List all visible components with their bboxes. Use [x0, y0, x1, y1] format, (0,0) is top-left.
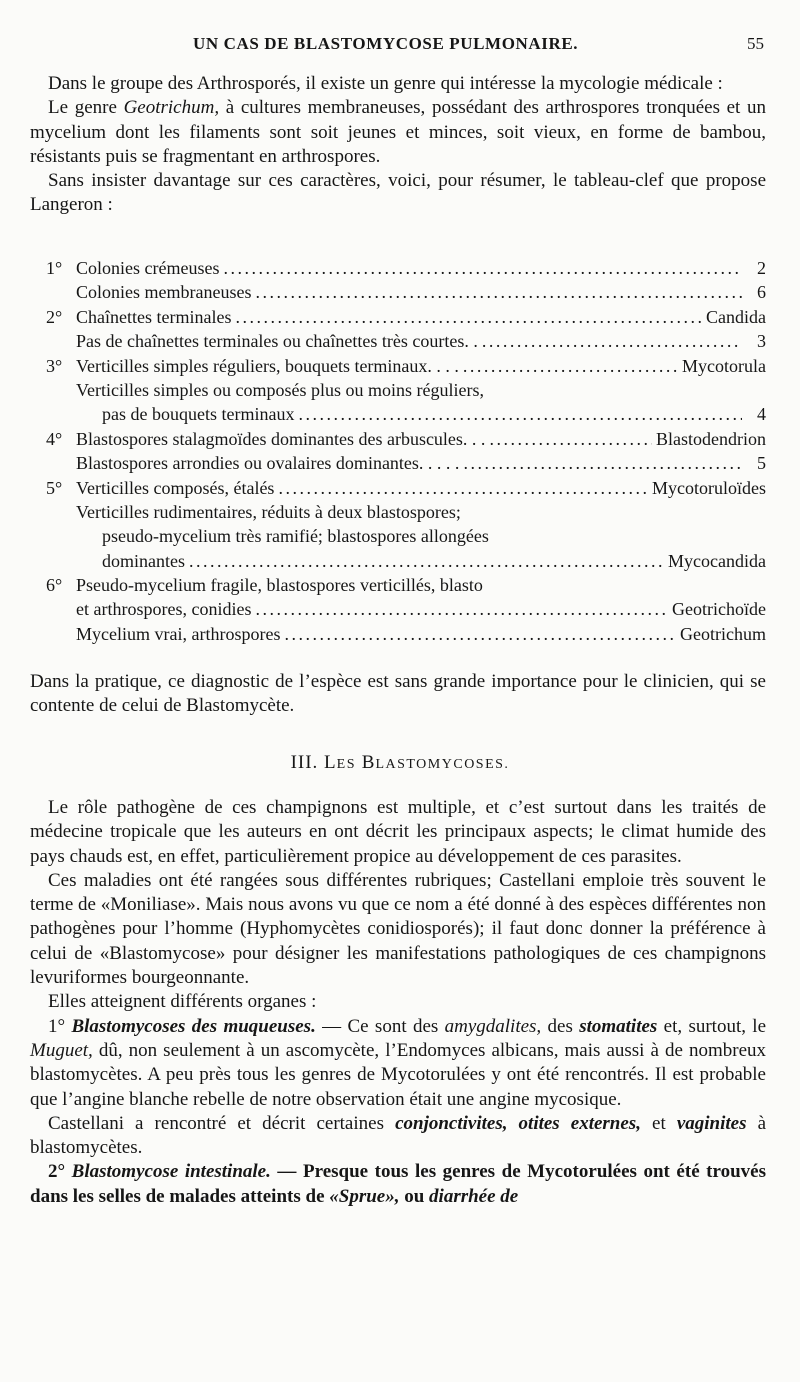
running-head	[0, 34, 800, 58]
body-paragraph-2: Ces maladies ont été rangées sous différentes rubriques; Castellani emploie très souvent le terme de «Moniliase». Mais nous avons vu que ce nom a été donné à des espèces différentes non pathogènes pour l’homme (Hyphomycètes conidiosporés); il faut donc donner la préférence à celui de «Blastomycose» pour désigner les manifestations pathologiques de ces champignons levuriformes bourgeonnante.	[30, 869, 766, 989]
term-conjonctivites: conjonctivites, otites externes,	[395, 1112, 641, 1134]
key-row-text: Blastospores arrondies ou ovalaires dominantes. . . . .	[76, 453, 460, 474]
key-row	[46, 305, 766, 329]
leader-dots	[463, 451, 742, 475]
key-row	[46, 427, 766, 451]
intro-p2-start: Le genre	[48, 97, 124, 119]
text-run: à blastomycètes.	[30, 1112, 767, 1159]
key-row	[46, 476, 766, 500]
key-row-result: 4	[757, 404, 766, 425]
key-row-result: Geotrichum	[680, 623, 766, 644]
key-conclusion-block	[30, 670, 766, 719]
key-row	[46, 500, 766, 524]
body-paragraph-6	[30, 1160, 766, 1209]
section-title-initial-1: L	[324, 752, 337, 773]
key-row-result: Blastodendrion	[656, 428, 766, 449]
intro-paragraph-2	[30, 96, 766, 169]
key-row	[46, 597, 766, 621]
section-heading	[0, 752, 800, 774]
key-row-text: et arthrospores, conidies	[76, 599, 252, 620]
section-title-rest-1: ES	[336, 757, 356, 772]
key-row-result: Geotrichoïde	[672, 599, 766, 620]
leader-dots	[278, 476, 648, 500]
leader-dots	[489, 427, 652, 451]
key-row-result: 3	[757, 331, 766, 352]
text-run: ou	[399, 1185, 430, 1207]
item-number-2: 2°	[48, 1161, 66, 1183]
key-conclusion: Dans la pratique, ce diagnostic de l’espèce est sans grande importance pour le clinicien, qui se contente de celui de Blastomycète.	[30, 671, 766, 717]
key-row-result: Mycocandida	[668, 550, 766, 571]
key-row-text: Pas de chaînettes terminales ou chaînettes très courtes. .	[76, 331, 478, 352]
key-row-text: dominantes	[102, 550, 185, 571]
leader-dots	[298, 402, 742, 426]
leader-dots	[255, 597, 668, 621]
key-row	[46, 256, 766, 280]
key-row-number: 2°	[46, 306, 63, 327]
key-row-number: 3°	[46, 355, 63, 376]
intro-paragraph-1: Dans le groupe des Arthrosporés, il existe un genre qui intéresse la mycologie médicale :	[48, 73, 723, 94]
identification-key	[46, 256, 766, 646]
key-row-result: Mycotorula	[682, 355, 766, 376]
key-row-text: Verticilles rudimentaires, réduits à deux blastospores;	[76, 501, 461, 522]
key-row	[46, 280, 766, 304]
section-title-initial-2: B	[361, 752, 376, 773]
key-row-text: Verticilles simples ou composés plus ou moins réguliers,	[76, 379, 484, 400]
key-row	[46, 354, 766, 378]
running-title: UN CAS DE BLASTOMYCOSE PULMONAIRE.	[193, 34, 579, 53]
leader-dots	[463, 354, 678, 378]
section-numeral: III.	[290, 752, 319, 773]
text-run: des	[541, 1015, 580, 1037]
key-row-text: Verticilles composés, étalés	[76, 477, 275, 498]
key-row-result: 2	[757, 258, 766, 278]
key-row-number: 6°	[46, 575, 63, 596]
section-title-rest-2: LASTOMYCOSES.	[375, 757, 510, 772]
key-row	[46, 549, 766, 573]
term-amygdalites: amygdalites,	[444, 1015, 542, 1037]
leader-dots	[189, 549, 664, 573]
text-run: et, surtout, le	[657, 1015, 767, 1037]
key-row-text: Mycelium vrai, arthrospores	[76, 623, 281, 644]
term-muguet: Muguet,	[30, 1039, 93, 1061]
text-run: Castellani a rencontré et décrit certaines	[48, 1112, 396, 1134]
leader-dots	[235, 305, 702, 329]
key-row	[46, 573, 766, 597]
genus-geotrichum: Geotrichum,	[123, 97, 220, 119]
body-paragraph-5	[30, 1112, 766, 1161]
key-row-number: 4°	[46, 428, 63, 449]
key-row-result: 5	[757, 453, 766, 474]
key-row-text: Pseudo-mycelium fragile, blastospores verticillés, blasto	[76, 575, 483, 596]
term-sprue: «Sprue»,	[329, 1185, 400, 1207]
term-diarrhee: diarrhée de	[429, 1185, 519, 1207]
intro-text	[30, 72, 766, 218]
term-vaginites: vaginites	[676, 1112, 747, 1134]
key-row	[46, 451, 766, 475]
key-row	[46, 329, 766, 353]
key-row-result: Candida	[706, 306, 766, 327]
item-heading-intestinale: Blastomycose intestinale.	[71, 1161, 271, 1183]
key-row	[46, 524, 766, 548]
key-row-number: 5°	[46, 477, 63, 498]
intro-paragraph-3: Sans insister davantage sur ces caractères, voici, pour résumer, le tableau-clef que propose Langeron :	[30, 170, 766, 216]
text-run: — Ce sont des	[315, 1015, 445, 1037]
item-heading-muqueuses: Blastomycoses des muqueuses.	[71, 1015, 316, 1037]
key-row	[46, 622, 766, 646]
key-row-result: 6	[757, 282, 766, 303]
key-row-text: Blastospores stalagmoïdes dominantes des arbuscules. . .	[76, 428, 486, 449]
key-row-text: pas de bouquets terminaux	[102, 404, 295, 425]
text-run: et	[640, 1112, 677, 1134]
key-row-result: Mycotoruloïdes	[652, 477, 766, 498]
key-row-text: Chaînettes terminales	[76, 306, 232, 327]
key-row-text: Colonies crémeuses	[76, 258, 220, 278]
key-row-text: Verticilles simples réguliers, bouquets terminaux. . . .	[76, 355, 459, 376]
intro-p2-end: à cultures membraneuses, possédant des arthrospores tronquées et un mycelium dont les filaments sont soit jeunes et minces, soit vieux, en forme de bambou, résistants puis se fragmentant en arthrospores.	[30, 97, 766, 167]
key-row	[46, 378, 766, 402]
key-row	[46, 402, 766, 426]
leader-dots	[482, 329, 742, 353]
leader-dots	[223, 256, 742, 280]
term-stomatites: stomatites	[579, 1015, 658, 1037]
leader-dots	[284, 622, 676, 646]
body-paragraph-4	[30, 1015, 766, 1112]
body-paragraph-1: Le rôle pathogène de ces champignons est multiple, et c’est surtout dans les traités de médecine tropicale que les auteurs en ont décrit les principaux aspects; le climat humide des pays chauds est, en effet, particulièrement propice au développement de ces parasites.	[30, 797, 766, 867]
page-number: 55	[747, 34, 764, 53]
body-paragraph-3: Elles atteignent différents organes :	[48, 991, 317, 1013]
text-run: dû, non seulement à un ascomycète, l’Endomyces albicans, mais aussi à de nombreux blastomycètes. A peu près tous les genres de Mycotorulées y ont été rencontrés. Il est probable que l’angine blanche rebelle de notre observation était une angine mycosique.	[30, 1039, 766, 1110]
item-number-1: 1°	[48, 1015, 66, 1037]
section-body	[30, 796, 766, 1209]
key-row-text: Colonies membraneuses	[76, 282, 252, 303]
text-run: — Presque tous les genres de Mycotorulées ont été trouvés dans les selles de malades atteints de	[30, 1161, 766, 1207]
leader-dots	[255, 280, 742, 304]
key-row-number: 1°	[46, 258, 63, 278]
key-row-text: pseudo-mycelium très ramifié; blastospores allongées	[102, 526, 489, 547]
